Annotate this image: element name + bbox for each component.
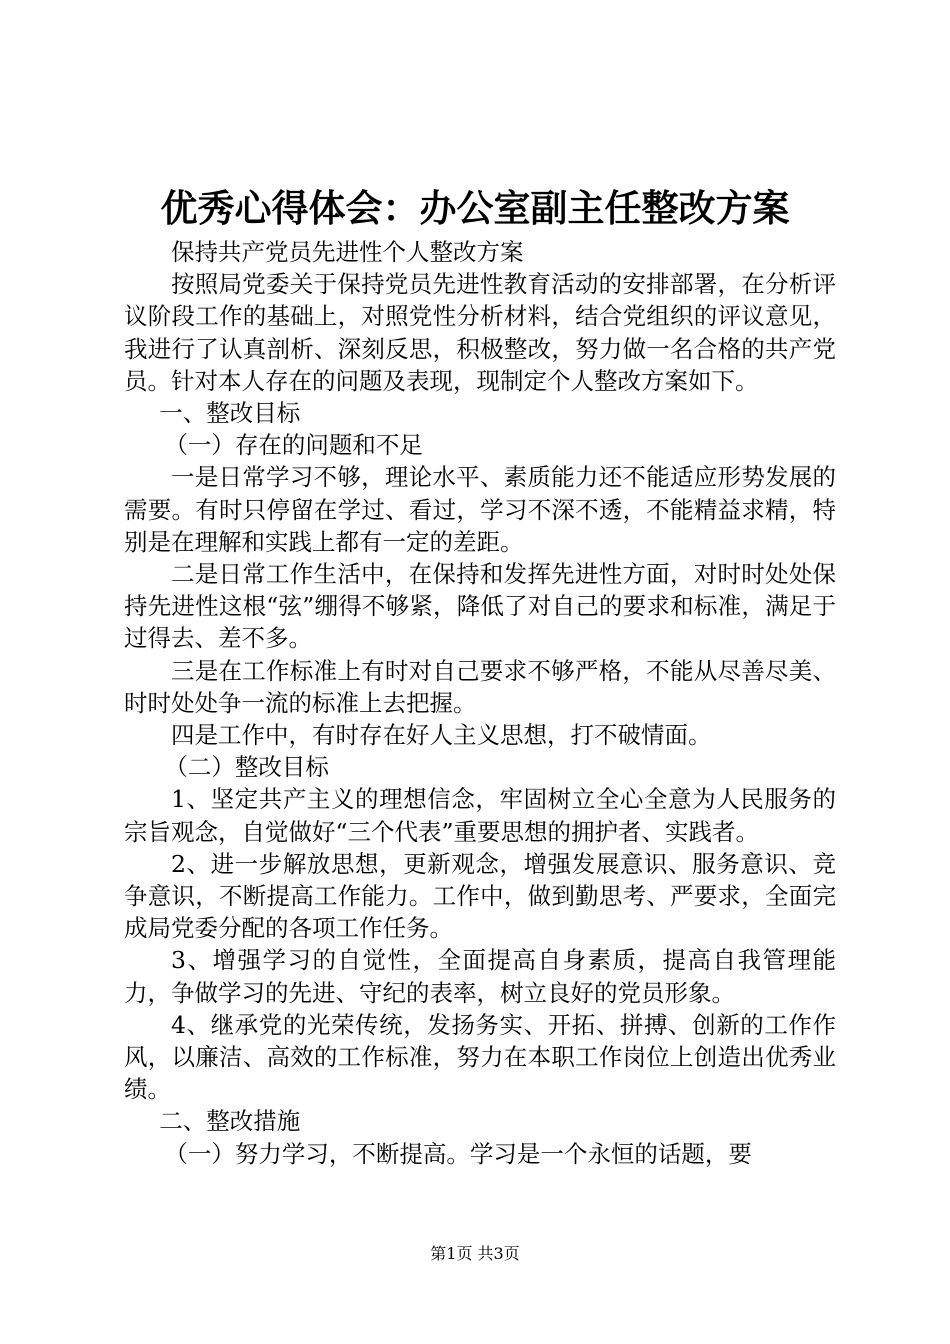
section-heading-1: 一、整改目标 — [159, 399, 301, 428]
paragraph-goal-1: 1、坚定共产主义的理想信念，牢固树立全心全意为人民服务的宗旨观念，自觉做好“三个代表”重要思想的拥护者、实践者。 — [124, 785, 836, 846]
section-heading-2: 二、整改措施 — [159, 1107, 301, 1136]
paragraph-problem-2: 二是日常工作生活中，在保持和发挥先进性方面，对时时处处保持先进性这根“弦”绷得不够紧，降低了对自己的要求和标准，满足于过得去、差不多。 — [124, 560, 836, 653]
paragraph-problem-4: 四是工作中，有时存在好人主义思想，打不破情面。 — [171, 721, 712, 750]
paragraph-goal-2: 2、进一步解放思想，更新观念，增强发展意识、服务意识、竞争意识，不断提高工作能力。工作中，做到勤思考、严要求，全面完成局党委分配的各项工作任务。 — [124, 849, 836, 943]
paragraph-goal-4: 4、继承党的光荣传统，发扬务实、开拓、拼搏、创新的工作作风，以廉洁、高效的工作标准，努力在本职工作岗位上创造出优秀业绩。 — [124, 1010, 836, 1104]
document-title: 优秀心得体会：办公室副主任整改方案 — [160, 186, 790, 230]
paragraph-goal-3: 3、增强学习的自觉性，全面提高自身素质，提高自我管理能力，争做学习的先进、守纪的表率，树立良好的党员形象。 — [124, 946, 836, 1007]
subsection-heading-1-2: （二）整改目标 — [164, 753, 329, 782]
paragraph-problem-1: 一是日常学习不够，理论水平、素质能力还不能适应形势发展的需要。有时只停留在学过、看过，学习不深不透，不能精益求精，特别是在理解和实践上都有一定的差距。 — [124, 463, 836, 556]
paragraph-problem-3: 三是在工作标准上有时对自己要求不够严格，不能从尽善尽美、时时处处争一流的标准上去把握。 — [124, 656, 836, 717]
subsection-heading-1-1: （一）存在的问题和不足 — [164, 431, 423, 460]
paragraph-subtitle: 保持共产党员先进性个人整改方案 — [171, 238, 524, 266]
page-footer: 第1页 共3页 — [430, 1244, 520, 1263]
paragraph-measure-1: （一）努力学习，不断提高。学习是一个永恒的话题，要 — [164, 1139, 752, 1168]
document-body — [124, 236, 836, 1170]
paragraph-intro: 按照局党委关于保持党员先进性教育活动的安排部署，在分析评议阶段工作的基础上，对照党性分析材料，结合党组织的评议意见，我进行了认真剖析、深刻反思，积极整改，努力做一名合格的共产党员。针对本人存在的问题及表现，现制定个人整改方案如下。 — [124, 270, 836, 395]
